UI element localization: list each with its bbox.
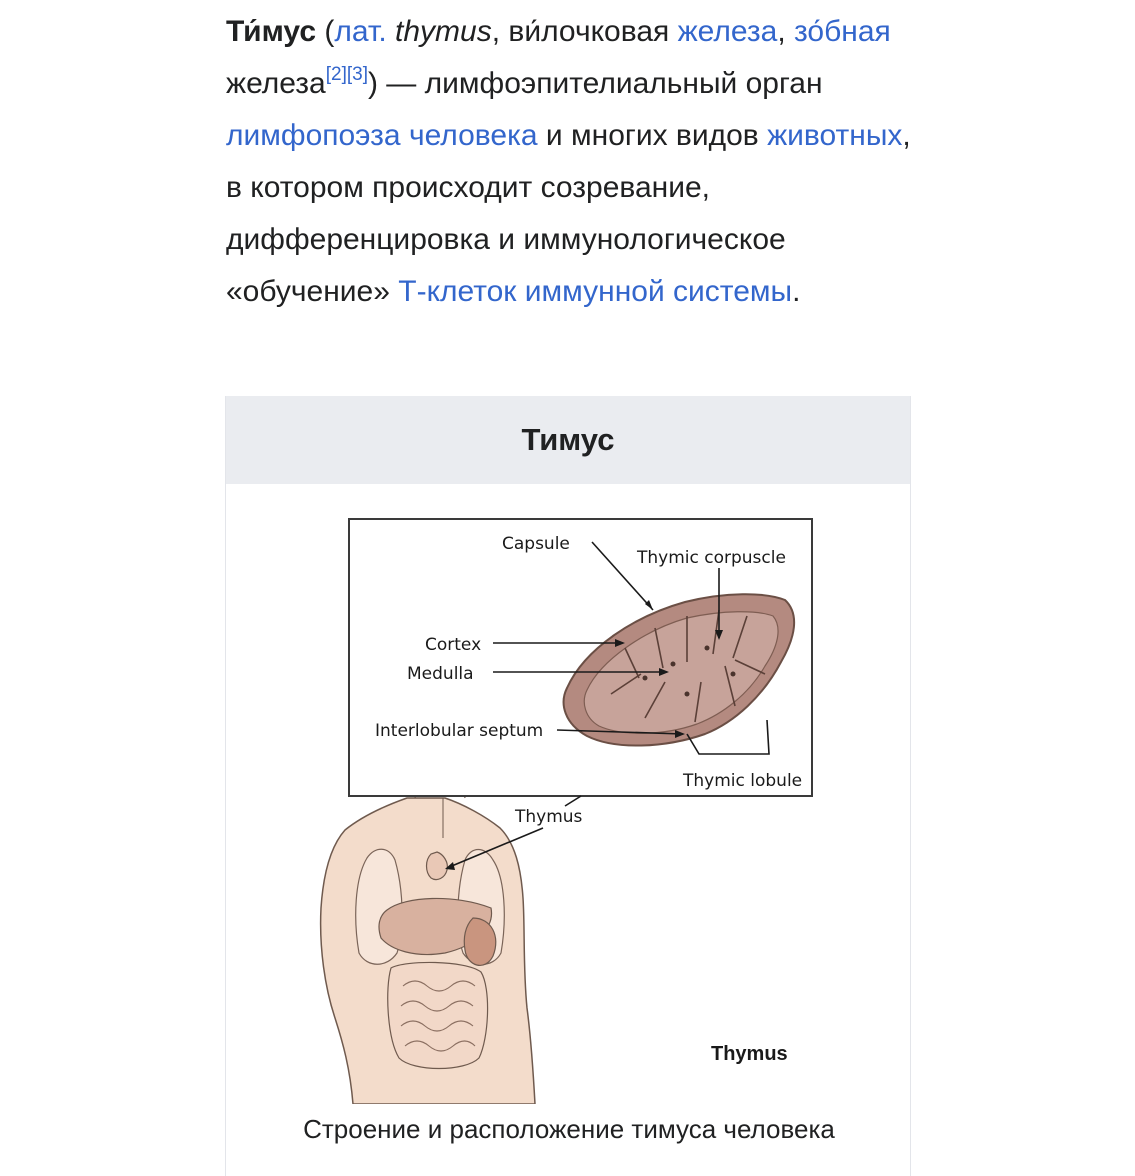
link-zheleza[interactable]: железа xyxy=(677,15,778,48)
latin-word: thymus xyxy=(395,15,492,48)
period: . xyxy=(792,275,801,308)
comma: , xyxy=(491,15,501,48)
reference-3-link[interactable]: [3] xyxy=(346,64,368,85)
thymus-diagram-svg xyxy=(295,498,841,1104)
link-zhivotnyh[interactable]: животных xyxy=(767,119,903,152)
infobox-caption: Строение и расположение тимуса человека xyxy=(303,1114,835,1144)
word-zheleza: железа xyxy=(226,67,326,100)
infobox xyxy=(225,396,911,1176)
link-immunnoy-sistemy[interactable]: иммунной системы xyxy=(524,275,793,308)
article-title-term: Ти́мус xyxy=(226,15,317,48)
label-medulla: Medulla xyxy=(407,664,474,684)
reference-2-link[interactable]: [2] xyxy=(325,64,347,85)
link-cheloveka[interactable]: человека xyxy=(408,119,538,152)
text-rest: , в котором происходит созревание, дифференцировка и иммунологическое «обучение» xyxy=(226,119,911,308)
link-t-kletok[interactable]: Т-клеток xyxy=(398,275,517,308)
label-thymic-lobule: Thymic lobule xyxy=(683,771,803,791)
link-limfopoeza[interactable]: лимфопоэза xyxy=(226,119,401,152)
torso-drawing xyxy=(321,780,535,1104)
thymus-illustration[interactable] xyxy=(295,498,841,1104)
infobox-title: Тимус xyxy=(226,396,910,484)
link-lat[interactable]: лат. xyxy=(334,15,387,48)
text-i-mnogih: и многих видов xyxy=(545,119,759,152)
label-interlobular-septum: Interlobular septum xyxy=(375,721,544,741)
label-thymic-corpuscle: Thymic corpuscle xyxy=(637,548,786,568)
label-cortex: Cortex xyxy=(425,635,482,655)
dash: ) — xyxy=(367,67,417,100)
article-lead-paragraph: Ти́мус (лат. thymus, ви́лочковая железа, зо́бная железа[2][3]) — лимфоэпителиальный орган лимфопоэза человека и многих видов животных, в котором происходит созревание, дифференцировка и иммунологическое «обучение» Т-клеток иммунной системы. xyxy=(226,15,911,308)
label-thymus: Thymus xyxy=(515,807,583,827)
figure-title-thymus: Thymus xyxy=(711,1043,788,1065)
alt-name-vilochkovaya: ви́лочковая xyxy=(508,15,670,48)
text-organ: лимфоэпителиальный орган xyxy=(424,67,823,100)
label-capsule: Capsule xyxy=(502,534,570,554)
link-zobnaya[interactable]: зо́бная xyxy=(794,15,891,48)
